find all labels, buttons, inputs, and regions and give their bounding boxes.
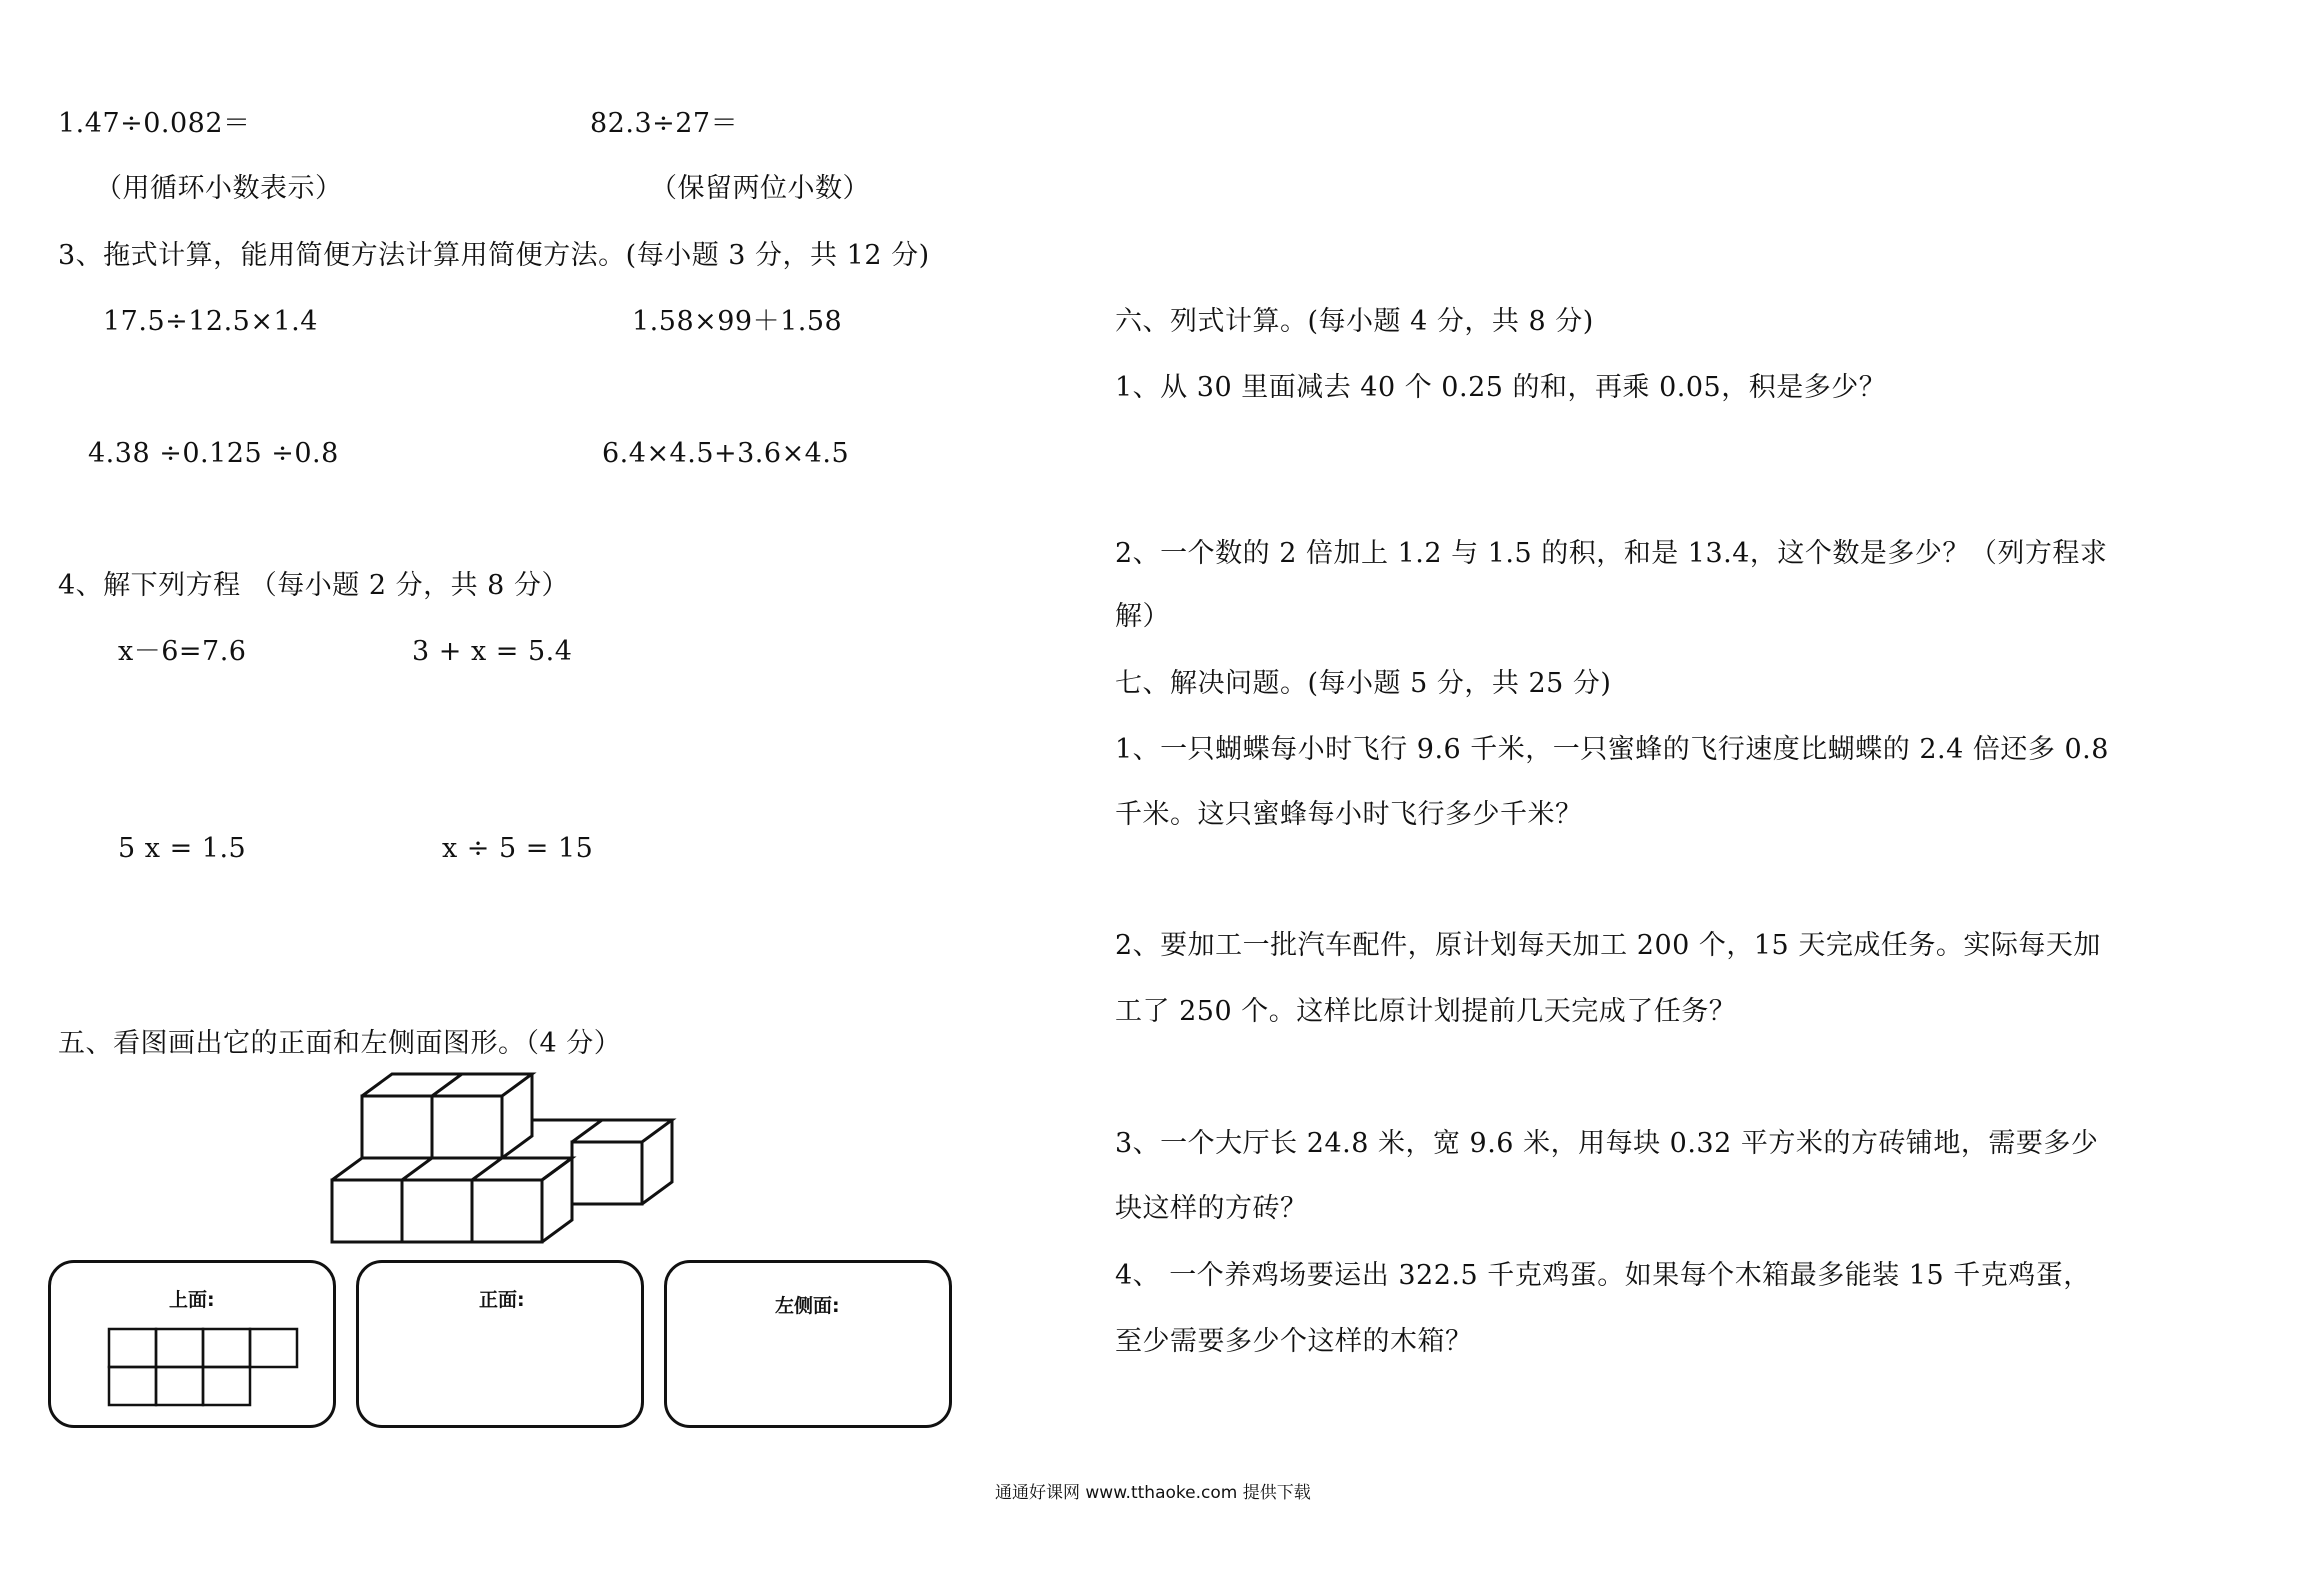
equation-1: x－6=7.6	[118, 636, 247, 667]
footer-credit: 通通好课网 www.tthaoke.com 提供下载	[995, 1483, 1311, 1503]
section7-q3-line2: 块这样的方砖？	[1115, 1193, 1308, 1224]
equation-3: 5 x = 1.5	[118, 833, 247, 864]
equation-2: 3 + x = 5.4	[412, 636, 573, 667]
section7-q2-line1: 2、要加工一批汽车配件，原计划每天加工 200 个，15 天完成任务。实际每天加	[1115, 930, 2101, 961]
section7-q1-line1: 1、一只蝴蝶每小时飞行 9.6 千米，一只蜜蜂的飞行速度比蝴蝶的 2.4 倍还多 0.8	[1115, 734, 2109, 765]
view-box-left	[664, 1260, 952, 1428]
view-label-front: 正面:	[479, 1289, 525, 1311]
calc-note-2: （保留两位小数）	[650, 173, 870, 204]
section3-item-1: 17.5÷12.5×1.4	[103, 306, 318, 337]
view-label-left: 左侧面:	[775, 1295, 840, 1317]
section7-q3-line1: 3、一个大厅长 24.8 米，宽 9.6 米，用每块 0.32 平方米的方砖铺地，需要多少	[1115, 1128, 2099, 1159]
view-box-top	[48, 1260, 336, 1428]
section6-q2-line1: 2、一个数的 2 倍加上 1.2 与 1.5 的积，和是 13.4，这个数是多少？（列方程求	[1115, 538, 2108, 569]
section3-title: 3、拖式计算，能用简便方法计算用简便方法。(每小题 3 分，共 12 分)	[58, 240, 930, 271]
top-view-grid	[107, 1327, 301, 1409]
section7-q4-line2: 至少需要多少个这样的木箱？	[1115, 1326, 1473, 1357]
section3-item-2: 1.58×99＋1.58	[632, 306, 843, 337]
section6-q2-line2: 解）	[1115, 601, 1170, 632]
section3-item-4: 6.4×4.5+3.6×4.5	[602, 438, 850, 469]
section7-q4-line1: 4、 一个养鸡场要运出 322.5 千克鸡蛋。如果每个木箱最多能装 15 千克鸡蛋，	[1115, 1260, 2091, 1291]
equation-4: x ÷ 5 = 15	[442, 833, 594, 864]
section7-title: 七、解决问题。(每小题 5 分，共 25 分)	[1115, 668, 1612, 699]
section4-title: 4、解下列方程 （每小题 2 分，共 8 分）	[58, 570, 569, 601]
section3-item-3: 4.38 ÷0.125 ÷0.8	[88, 438, 339, 469]
view-box-front	[356, 1260, 644, 1428]
cube-figure	[320, 1070, 680, 1250]
section6-title: 六、列式计算。(每小题 4 分，共 8 分)	[1115, 306, 1594, 337]
calc-note-1: （用循环小数表示）	[95, 173, 343, 204]
section7-q2-line2: 工了 250 个。这样比原计划提前几天完成了任务？	[1115, 996, 1737, 1027]
section6-q1: 1、从 30 里面减去 40 个 0.25 的和，再乘 0.05，积是多少？	[1115, 372, 1887, 403]
calc-expression-2: 82.3÷27＝	[590, 108, 739, 139]
section5-title: 五、看图画出它的正面和左侧面图形。（4 分）	[58, 1028, 622, 1059]
section7-q1-line2: 千米。这只蜜蜂每小时飞行多少千米？	[1115, 799, 1583, 830]
calc-expression-1: 1.47÷0.082＝	[58, 108, 251, 139]
view-label-top: 上面:	[169, 1289, 215, 1311]
